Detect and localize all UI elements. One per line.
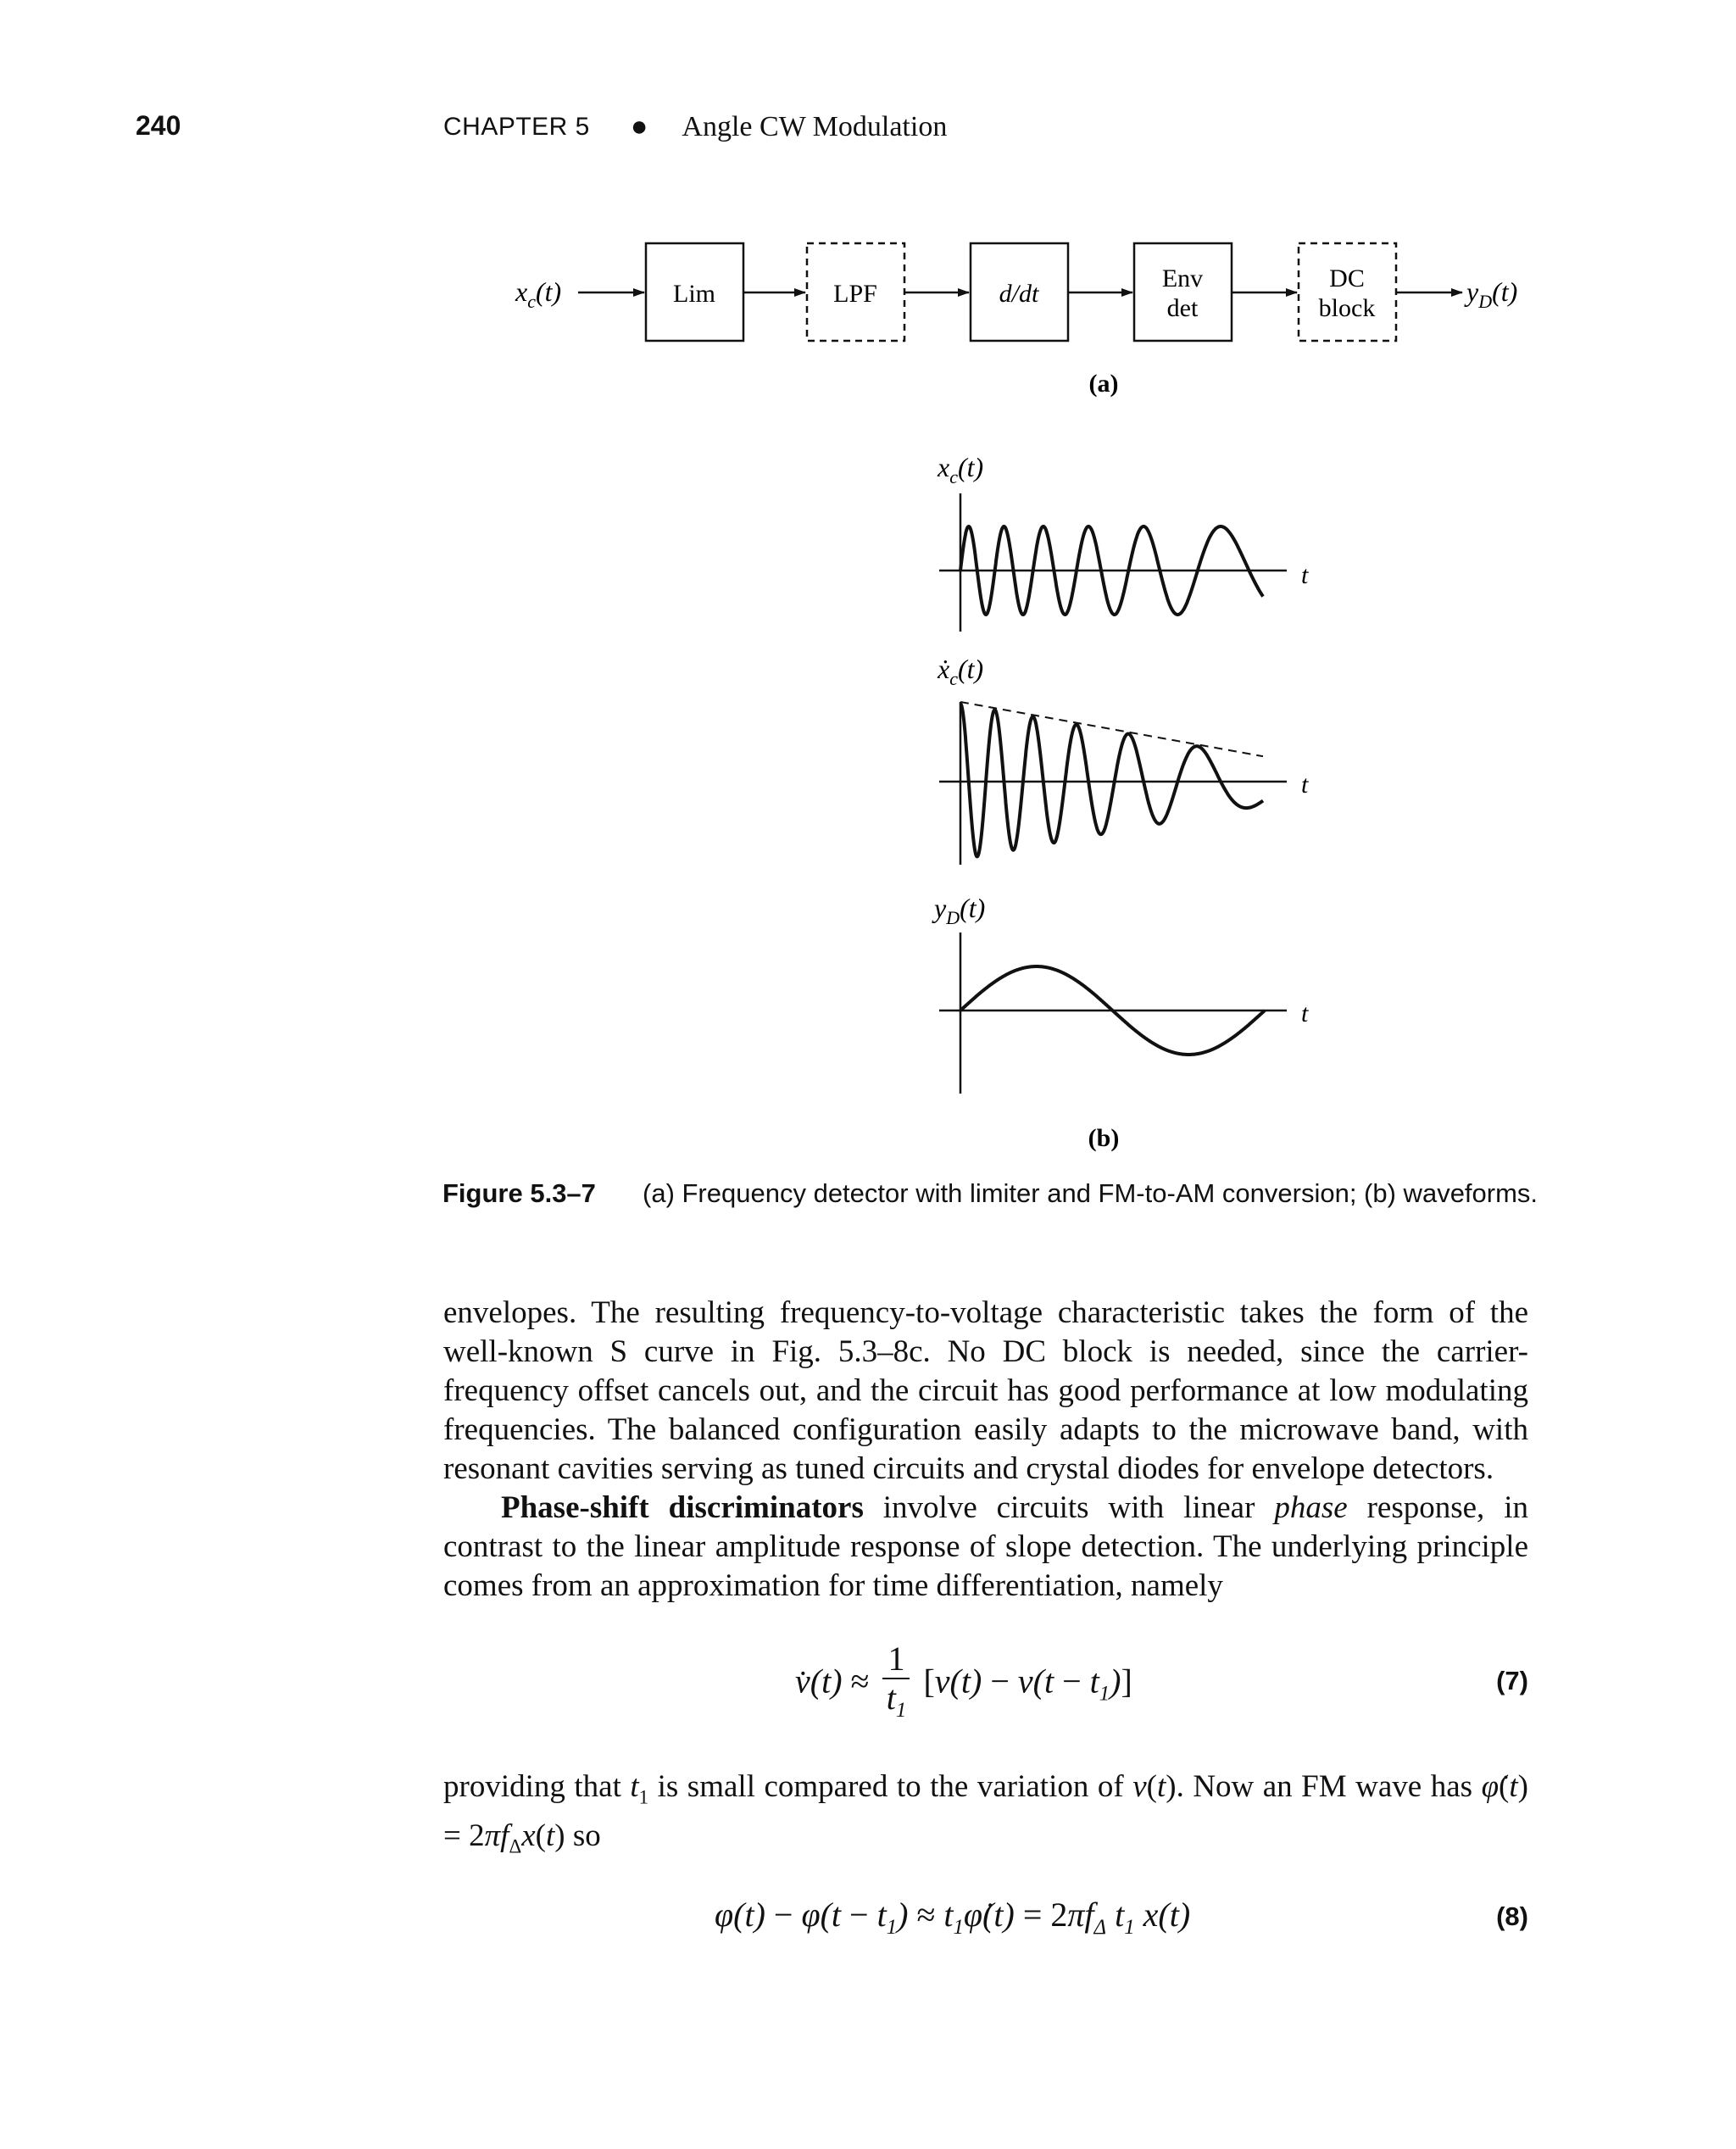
figure-caption (442, 1178, 1538, 1209)
chapter-label: CHAPTER 5 (443, 112, 590, 141)
plot3-t-label: t (1301, 999, 1309, 1027)
input-signal-label: $x_c(t)$ (515, 276, 562, 312)
paragraph-1: envelopes. The resulting frequency-to-voltage characteristic takes the form of the well-known S curve in Fig. 5.3–8c. No DC block is needed, since the carrier-frequency offset cancels out, and the circuit has good performance at low modulating frequencies. The balanced configuration easily adapts to the microwave band, with resonant cavities serving as tuned circuits and crystal diodes for envelope detectors. (443, 1295, 1528, 1486)
equation-7 (443, 1640, 1528, 1725)
plot2-envelope (960, 702, 1263, 756)
limiter-label: Lim (673, 280, 715, 308)
differentiator-label: d/dt (999, 280, 1039, 308)
dc-block-label-line2: block (1318, 294, 1376, 322)
paragraph-2-part-b: response, in contrast to the linear amplitude response of slope detection. The underlying principle comes from an approximation for time differentiation, namely (443, 1490, 1528, 1603)
chapter-title: Angle CW Modulation (682, 110, 948, 142)
plot1-ylabel: $x_c(t)$ (938, 452, 984, 487)
plot1-t-label: t (1301, 561, 1309, 589)
figure-caption-label: Figure 5.3–7 (442, 1178, 596, 1208)
lpf-label: LPF (833, 280, 877, 308)
equation-7-number: (7) (1496, 1666, 1528, 1695)
page-number: 240 (136, 110, 181, 141)
paragraph-2 (443, 1489, 1528, 1606)
equation-8 (443, 1895, 1528, 1946)
equation-7-expression: v̇(t) ≈ $\frac{1}{t_1}$ $[v(t) - v(t - t_1)]$ (795, 1640, 1132, 1722)
block-diagram (515, 243, 1517, 398)
plot3-ylabel: $y_D(t)$ (934, 893, 986, 928)
bullet-separator: ● (630, 110, 648, 142)
term-phase: phase (1274, 1490, 1348, 1525)
dc-block-label-line1: DC (1329, 264, 1365, 292)
plot2-ylabel: ẋ$_c$(t) (938, 654, 984, 689)
part-a-label: (a) (1088, 370, 1119, 398)
body-text (443, 1294, 1528, 1606)
envelope-detector-label-line2: det (1166, 294, 1199, 322)
paragraph-3-part-a: providing that (443, 1769, 631, 1804)
part-b-label: (b) (1088, 1124, 1120, 1152)
paragraph-2-part-a: involve circuits with linear (863, 1490, 1275, 1525)
equation-8-number: (8) (1496, 1901, 1528, 1931)
equation-8-expression: $\varphi(t) - \varphi(t - t_1)$ ≈ $t_1\varphi̇(t) = 2\pi f_\Delta$ $t_1$ x(t) (715, 1896, 1191, 1939)
plot2-differentiated-wave (960, 704, 1263, 856)
paragraph-3-part-b: is small compared to the variation of (648, 1769, 1133, 1804)
output-signal-label: $y_D(t)$ (1466, 276, 1518, 312)
envelope-detector-label-line1: Env (1161, 264, 1204, 292)
plot2-t-label: t (1301, 771, 1309, 799)
figure-caption-text: (a) Frequency detector with limiter and FM-to-AM conversion; (b) waveforms. (643, 1178, 1538, 1208)
paragraph-3-part-d: so (565, 1818, 601, 1854)
term-phase-shift-discriminators: Phase-shift discriminators (501, 1490, 864, 1525)
waveform-plots (932, 452, 1309, 1152)
paragraph-3-part-c: . Now an FM wave has (1176, 1769, 1482, 1804)
paragraph-3: providing that $t_1$ is small compared to the variation of v(t). Now an FM wave has φ̇(t) = $2\pi f_\Delta x(t)$ so (443, 1769, 1528, 1857)
